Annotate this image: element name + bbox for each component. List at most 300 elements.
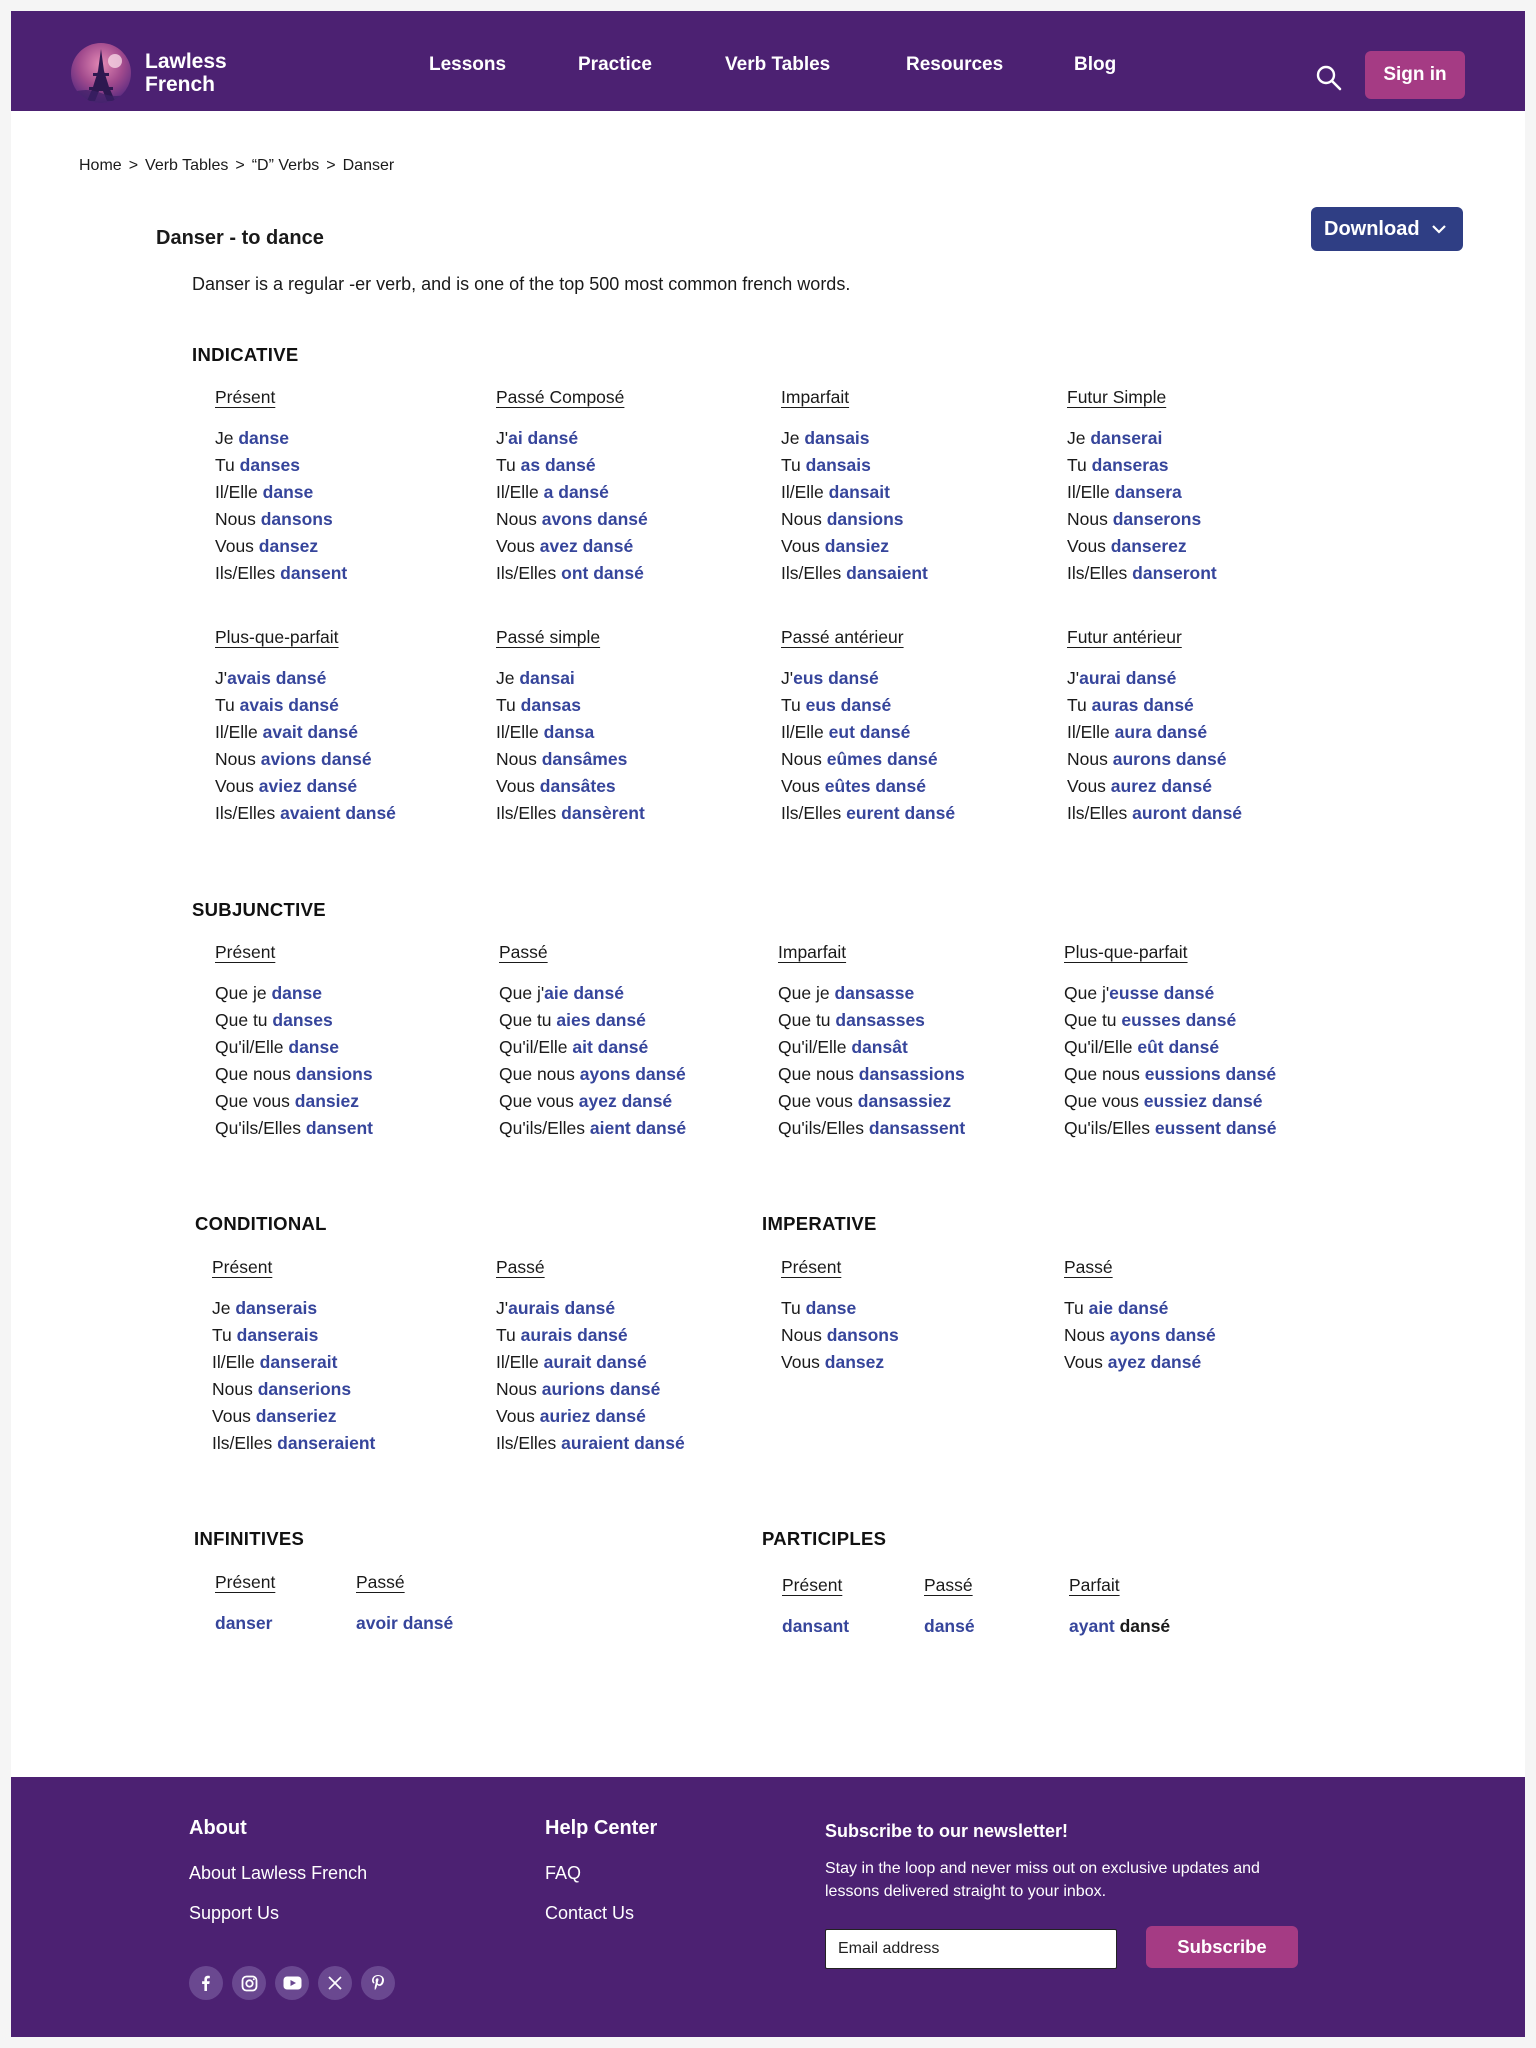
tense-heading: Futur Simple	[1067, 387, 1167, 407]
verb-form[interactable]: avais dansé	[227, 668, 327, 688]
pronoun: J'	[1067, 668, 1080, 688]
pronoun: Que j'	[1064, 983, 1110, 1003]
pronoun: Que tu	[778, 1010, 836, 1030]
verb-form[interactable]: aient dansé	[589, 1118, 687, 1138]
verb-form[interactable]: ai dansé	[508, 428, 579, 448]
tense-heading: Passé simple	[496, 627, 601, 647]
verb-form[interactable]: dansait	[828, 482, 890, 502]
conjugation-block	[215, 1572, 275, 1637]
tense-heading: Passé antérieur	[781, 627, 904, 647]
conjugation-row	[215, 479, 347, 506]
pronoun: Qu'il/Elle	[1064, 1037, 1138, 1057]
pronoun: Tu	[496, 695, 521, 715]
verb-form[interactable]: danse	[805, 1298, 857, 1318]
section-infinitives: INFINITIVES	[194, 1528, 305, 1549]
footer-help-heading: Help Center	[545, 1817, 658, 1839]
conjugation-rows	[215, 425, 347, 587]
verb-form[interactable]: dansa	[543, 722, 595, 742]
verb-form[interactable]: dansons	[260, 509, 333, 529]
conjugation-rows	[1064, 1295, 1216, 1376]
pronoun: Que nous	[499, 1064, 580, 1084]
verb-form[interactable]: eûtes dansé	[824, 776, 926, 796]
conjugation-row	[499, 980, 686, 1007]
conjugation-row	[496, 746, 645, 773]
conjugation-row	[781, 719, 955, 746]
pinterest-icon[interactable]	[361, 1966, 395, 2000]
conjugation-block	[356, 1572, 453, 1637]
conjugation-rows	[781, 425, 928, 587]
verb-form[interactable]: a dansé	[543, 482, 609, 502]
pronoun: Tu	[212, 1325, 237, 1345]
conjugation-block	[1064, 1257, 1216, 1376]
verb-form[interactable]: dansasse	[834, 983, 915, 1003]
tense-heading: Présent	[215, 942, 276, 962]
verb-form[interactable]: dansiez	[294, 1091, 359, 1111]
conjugation-row	[496, 479, 648, 506]
verb-form[interactable]: danseriez	[255, 1406, 337, 1426]
pronoun: Vous	[212, 1406, 256, 1426]
pronoun: Nous	[496, 509, 542, 529]
conjugation-row	[1067, 425, 1217, 452]
verb-form[interactable]: dansât	[851, 1037, 908, 1057]
conjugation-row	[215, 425, 347, 452]
conjugation-row	[496, 506, 648, 533]
pronoun: Vous	[1067, 776, 1111, 796]
verb-form[interactable]: danseras	[1091, 455, 1169, 475]
conjugation-row	[212, 1322, 375, 1349]
footer-about-link[interactable]: About Lawless French	[189, 1863, 368, 1883]
conjugation-row	[1067, 506, 1217, 533]
verb-form[interactable]: dansions	[295, 1064, 373, 1084]
pronoun: Nous	[1067, 509, 1113, 529]
tense-heading: Futur antérieur	[1067, 627, 1182, 647]
pronoun: Ils/Elles	[496, 803, 562, 823]
pronoun: Que nous	[1064, 1064, 1145, 1084]
pronoun: Vous	[781, 776, 825, 796]
conjugation-row	[781, 746, 955, 773]
pronoun: Ils/Elles	[781, 803, 847, 823]
conjugation-row	[1067, 773, 1242, 800]
verb-form[interactable]: avaient dansé	[280, 803, 396, 823]
sign-in-button[interactable]: Sign in	[1365, 51, 1465, 99]
verb-form[interactable]: aie dansé	[1088, 1298, 1169, 1318]
verb-form[interactable]: eurent dansé	[846, 803, 956, 823]
breadcrumb-home[interactable]: Home	[79, 157, 122, 174]
pronoun: J'	[496, 1298, 509, 1318]
pronoun: Vous	[215, 776, 259, 796]
pronoun: Qu'ils/Elles	[778, 1118, 869, 1138]
pronoun: Tu	[1064, 1298, 1089, 1318]
conjugation-row	[1067, 560, 1217, 587]
pronoun: Il/Elle	[215, 482, 263, 502]
pronoun: Nous	[781, 509, 827, 529]
verb-form[interactable]: aurais dansé	[520, 1325, 628, 1345]
conjugation-rows	[496, 665, 645, 827]
tense-heading: Passé	[924, 1575, 973, 1595]
breadcrumb-d-verbs[interactable]: “D” Verbs	[251, 157, 320, 174]
verb-form[interactable]: ayant	[1069, 1616, 1115, 1636]
verb-form[interactable]: eusse dansé	[1109, 983, 1215, 1003]
tense-heading: Passé Composé	[496, 387, 625, 407]
verb-form[interactable]: dansera	[1114, 482, 1182, 502]
verb-form[interactable]: eut dansé	[828, 722, 911, 742]
conjugation-rows	[782, 1613, 849, 1640]
x-icon[interactable]	[318, 1966, 352, 2000]
pronoun: Tu	[496, 455, 521, 475]
conjugation-row	[496, 452, 648, 479]
conjugation-row	[496, 719, 645, 746]
conjugation-rows	[1067, 425, 1217, 587]
verb-form[interactable]: danserais	[235, 1298, 318, 1318]
pronoun: Nous	[781, 1325, 827, 1345]
verb-form[interactable]: aurais dansé	[508, 1298, 616, 1318]
conjugation-row	[215, 665, 396, 692]
verb-form[interactable]: danse	[262, 482, 314, 502]
conjugation-row	[496, 1349, 685, 1376]
verb-form[interactable]: dansâmes	[541, 749, 628, 769]
verb-form[interactable]: as dansé	[520, 455, 596, 475]
conjugation-row	[781, 665, 955, 692]
conjugation-rows	[1064, 980, 1276, 1142]
conjugation-rows	[1069, 1613, 1170, 1640]
verb-form[interactable]: avions dansé	[260, 749, 372, 769]
footer-about-heading: About	[189, 1817, 247, 1839]
conjugation-block	[778, 942, 965, 1142]
conjugation-row	[215, 719, 396, 746]
logo[interactable]	[71, 43, 227, 103]
conjugation-block	[499, 942, 686, 1142]
tense-heading: Présent	[781, 1257, 842, 1277]
verb-form[interactable]: dansais	[804, 428, 870, 448]
conjugation-row	[496, 692, 645, 719]
conjugation-rows	[781, 1295, 899, 1376]
verb-form[interactable]: dansez	[824, 1352, 885, 1372]
instagram-icon[interactable]	[232, 1966, 266, 2000]
verb-form[interactable]: aurons dansé	[1112, 749, 1227, 769]
tense-heading: Passé	[356, 1572, 405, 1592]
verb-form[interactable]: auras dansé	[1091, 695, 1194, 715]
conjugation-row	[781, 452, 928, 479]
conjugation-row	[1067, 692, 1242, 719]
conjugation-block	[496, 387, 648, 587]
verb-form[interactable]: dansent	[305, 1118, 373, 1138]
conjugation-row	[1067, 800, 1242, 827]
verb-form[interactable]: ont dansé	[561, 563, 644, 583]
pronoun: Nous	[1067, 749, 1113, 769]
pronoun: Vous	[1064, 1352, 1108, 1372]
conjugation-row	[496, 1403, 685, 1430]
conjugation-rows	[496, 425, 648, 587]
verb-form[interactable]: danse	[238, 428, 289, 448]
conjugation-row	[778, 1115, 965, 1142]
pronoun: Il/Elle	[781, 482, 829, 502]
verb-form[interactable]: avais dansé	[239, 695, 339, 715]
nav-resources[interactable]: Resources	[906, 54, 1004, 75]
conjugation-row	[1064, 1295, 1216, 1322]
conjugation-row	[778, 980, 965, 1007]
subscribe-button[interactable]: Subscribe	[1146, 1926, 1298, 1968]
pronoun: Vous	[781, 1352, 825, 1372]
pronoun: Vous	[496, 776, 540, 796]
conjugation-row	[496, 560, 648, 587]
conjugation-row	[215, 773, 396, 800]
brand-line-2: French	[145, 73, 216, 96]
pronoun: Il/Elle	[212, 1352, 260, 1372]
conjugation-row	[1067, 452, 1217, 479]
verb-form[interactable]: dansassiez	[857, 1091, 952, 1111]
verb-form[interactable]: dansèrent	[561, 803, 645, 823]
verb-form[interactable]: eussiez dansé	[1143, 1091, 1263, 1111]
conjugation-row	[781, 1322, 899, 1349]
pronoun: Ils/Elles	[496, 1433, 562, 1453]
youtube-icon[interactable]	[275, 1966, 309, 2000]
pronoun: Tu	[1067, 695, 1092, 715]
verb-form[interactable]: dansas	[520, 695, 581, 715]
conjugation-row	[499, 1061, 686, 1088]
download-button[interactable]	[1311, 207, 1463, 251]
conjugation-block	[1064, 942, 1276, 1142]
conjugation-rows	[496, 1295, 685, 1457]
verb-form[interactable]: dansez	[258, 536, 319, 556]
pronoun: Que tu	[215, 1010, 273, 1030]
pronoun: Ils/Elles	[1067, 803, 1133, 823]
verb-form[interactable]: danserons	[1112, 509, 1202, 529]
conjugation-row	[215, 533, 347, 560]
conjugation-row	[1067, 479, 1217, 506]
conjugation-row	[215, 1088, 373, 1115]
breadcrumb-separator: >	[235, 157, 245, 174]
verb-form[interactable]: dansons	[826, 1325, 899, 1345]
pronoun: Tu	[781, 1298, 806, 1318]
verb-form[interactable]: ayons dansé	[1109, 1325, 1216, 1345]
tense-heading: Présent	[212, 1257, 273, 1277]
verb-form[interactable]: danse	[271, 983, 323, 1003]
conjugation-row	[778, 1034, 965, 1061]
verb-form[interactable]: avons dansé	[541, 509, 648, 529]
pronoun: Nous	[1064, 1325, 1110, 1345]
pronoun: Que vous	[1064, 1091, 1144, 1111]
pronoun: Tu	[215, 695, 240, 715]
conjugation-row	[496, 1430, 685, 1457]
verb-form[interactable]: dansassions	[858, 1064, 965, 1084]
conjugation-row	[924, 1613, 975, 1640]
newsletter-text: Stay in the loop and never miss out on exclusive updates and lessons delivered straight to your inbox.	[825, 1860, 1260, 1900]
conjugation-rows	[215, 665, 396, 827]
facebook-icon[interactable]	[189, 1966, 223, 2000]
pronoun: Que j'	[499, 983, 545, 1003]
verb-form[interactable]: aies dansé	[556, 1010, 646, 1030]
verb-form[interactable]: danse	[288, 1037, 339, 1057]
breadcrumb-verb-tables[interactable]: Verb Tables	[145, 157, 229, 174]
verb-form[interactable]: eûmes dansé	[826, 749, 938, 769]
page-title: Danser - to dance	[156, 227, 324, 249]
footer-faq-link[interactable]: FAQ	[545, 1863, 582, 1883]
footer-contact-link[interactable]: Contact Us	[545, 1903, 635, 1923]
verb-form[interactable]: dansasses	[835, 1010, 925, 1030]
verb-form[interactable]: dansiez	[824, 536, 889, 556]
verb-form[interactable]: aurai dansé	[1079, 668, 1177, 688]
conjugation-block	[215, 387, 347, 587]
verb-form[interactable]: dansé	[924, 1616, 975, 1636]
verb-form[interactable]: dansai	[519, 668, 575, 688]
verb-form[interactable]: danses	[239, 455, 300, 475]
verb-form-suffix: dansé	[1114, 1616, 1171, 1636]
verb-form[interactable]: aie dansé	[544, 983, 624, 1003]
tense-heading: Plus-que-parfait	[1064, 942, 1188, 962]
verb-form[interactable]: ayez dansé	[1107, 1352, 1202, 1372]
conjugation-row	[215, 692, 396, 719]
conjugation-rows	[1067, 665, 1242, 827]
pronoun: J'	[496, 428, 509, 448]
conjugation-row	[496, 533, 648, 560]
verb-form[interactable]: avoir dansé	[356, 1613, 454, 1633]
pronoun: Nous	[496, 749, 542, 769]
pronoun: Nous	[215, 509, 261, 529]
section-indicative: INDICATIVE	[192, 344, 299, 365]
verb-form[interactable]: danserait	[259, 1352, 338, 1372]
breadcrumb-current: Danser	[342, 157, 395, 174]
download-label: Download	[1324, 217, 1420, 240]
verb-form[interactable]: dansais	[805, 455, 871, 475]
pronoun: Que tu	[1064, 1010, 1122, 1030]
conjugation-row	[1064, 1061, 1276, 1088]
conjugation-row	[781, 773, 955, 800]
search-icon[interactable]	[1314, 63, 1344, 93]
conjugation-row	[781, 533, 928, 560]
verb-form[interactable]: aurait dansé	[543, 1352, 647, 1372]
conjugation-row	[215, 746, 396, 773]
tense-heading: Passé	[496, 1257, 545, 1277]
verb-form[interactable]: dansant	[782, 1616, 850, 1636]
conjugation-row	[496, 1376, 685, 1403]
pronoun: Vous	[496, 1406, 540, 1426]
section-conditional: CONDITIONAL	[195, 1213, 327, 1234]
site-header	[11, 11, 1525, 111]
conjugation-row	[215, 980, 373, 1007]
conjugation-block	[781, 1257, 899, 1376]
footer-support-link[interactable]: Support Us	[189, 1903, 280, 1923]
verb-form[interactable]: avait dansé	[262, 722, 358, 742]
conjugation-row	[496, 665, 645, 692]
verb-form[interactable]: aura dansé	[1114, 722, 1208, 742]
pronoun: Qu'il/Elle	[215, 1037, 289, 1057]
verb-form[interactable]: ayez dansé	[578, 1091, 673, 1111]
conjugation-block	[496, 1257, 685, 1457]
conjugation-row	[212, 1430, 375, 1457]
tense-heading: Passé	[499, 942, 548, 962]
verb-form[interactable]: eus dansé	[805, 695, 892, 715]
conjugation-rows	[215, 980, 373, 1142]
nav-lessons[interactable]: Lessons	[429, 54, 507, 75]
conjugation-row	[496, 1322, 685, 1349]
nav-practice[interactable]: Practice	[578, 54, 652, 75]
pronoun: Je	[212, 1298, 236, 1318]
verb-form[interactable]: eussent dansé	[1154, 1118, 1277, 1138]
verb-form[interactable]: aurez dansé	[1110, 776, 1212, 796]
conjugation-rows	[212, 1295, 375, 1457]
conjugation-row	[356, 1610, 453, 1637]
pronoun: Vous	[1067, 536, 1111, 556]
pronoun: Vous	[781, 536, 825, 556]
conjugation-rows	[781, 665, 955, 827]
conjugation-row	[499, 1034, 686, 1061]
pronoun: Ils/Elles	[781, 563, 847, 583]
verb-form[interactable]: dansions	[826, 509, 904, 529]
verb-form[interactable]: danserez	[1110, 536, 1187, 556]
pronoun: Il/Elle	[781, 722, 829, 742]
conjugation-row	[496, 425, 648, 452]
verb-form[interactable]: dansaient	[846, 563, 928, 583]
nav-blog[interactable]: Blog	[1074, 54, 1117, 75]
tense-heading: Présent	[782, 1575, 843, 1595]
verb-form[interactable]: eusses dansé	[1121, 1010, 1237, 1030]
verb-form[interactable]: auront dansé	[1132, 803, 1243, 823]
conjugation-row	[781, 800, 955, 827]
verb-form[interactable]: eus dansé	[793, 668, 879, 688]
verb-form[interactable]: ayons dansé	[579, 1064, 686, 1084]
pronoun: Je	[496, 668, 520, 688]
verb-form[interactable]: danseraient	[277, 1433, 376, 1453]
verb-form[interactable]: eût dansé	[1137, 1037, 1220, 1057]
brand-name	[145, 50, 227, 96]
conjugation-block	[924, 1575, 975, 1640]
email-field[interactable]	[825, 1929, 1117, 1969]
pronoun: Que je	[215, 983, 272, 1003]
conjugation-row	[1067, 533, 1217, 560]
verb-form[interactable]: aurions dansé	[541, 1379, 661, 1399]
pronoun: Je	[781, 428, 805, 448]
verb-form[interactable]: danses	[272, 1010, 333, 1030]
pronoun: Nous	[212, 1379, 258, 1399]
verb-form[interactable]: danser	[215, 1613, 273, 1633]
verb-form[interactable]: danseront	[1132, 563, 1217, 583]
verb-form[interactable]: ait dansé	[572, 1037, 649, 1057]
tense-heading: Plus-que-parfait	[215, 627, 339, 647]
verb-form[interactable]: dansâtes	[539, 776, 616, 796]
conjugation-row	[215, 1034, 373, 1061]
section-participles: PARTICIPLES	[762, 1528, 887, 1549]
verb-form[interactable]: danserai	[1090, 428, 1163, 448]
verb-form[interactable]: dansassent	[868, 1118, 966, 1138]
conjugation-row	[496, 1295, 685, 1322]
conjugation-block	[781, 387, 928, 587]
pronoun: J'	[215, 668, 228, 688]
verb-form[interactable]: aviez dansé	[258, 776, 358, 796]
site-footer	[11, 1777, 1525, 2037]
conjugation-block	[1067, 387, 1217, 587]
nav-verb-tables[interactable]: Verb Tables	[725, 54, 831, 75]
verb-form[interactable]: dansent	[280, 563, 348, 583]
conjugation-row	[1064, 1007, 1276, 1034]
pronoun: Il/Elle	[1067, 722, 1115, 742]
verb-form[interactable]: auriez dansé	[539, 1406, 646, 1426]
pronoun: Tu	[496, 1325, 521, 1345]
pronoun: Ils/Elles	[496, 563, 562, 583]
conjugation-rows	[924, 1613, 975, 1640]
conjugation-row	[782, 1613, 849, 1640]
verb-form[interactable]: danserions	[257, 1379, 352, 1399]
conjugation-block	[215, 627, 396, 827]
pronoun: Ils/Elles	[1067, 563, 1133, 583]
verb-form[interactable]: avez dansé	[539, 536, 634, 556]
conjugation-row	[1064, 1322, 1216, 1349]
verb-form[interactable]: eussions dansé	[1144, 1064, 1277, 1084]
pronoun: Que tu	[499, 1010, 557, 1030]
pronoun: Que je	[778, 983, 835, 1003]
verb-form[interactable]: auraient dansé	[561, 1433, 685, 1453]
pronoun: Qu'ils/Elles	[499, 1118, 590, 1138]
verb-form[interactable]: danserais	[236, 1325, 319, 1345]
